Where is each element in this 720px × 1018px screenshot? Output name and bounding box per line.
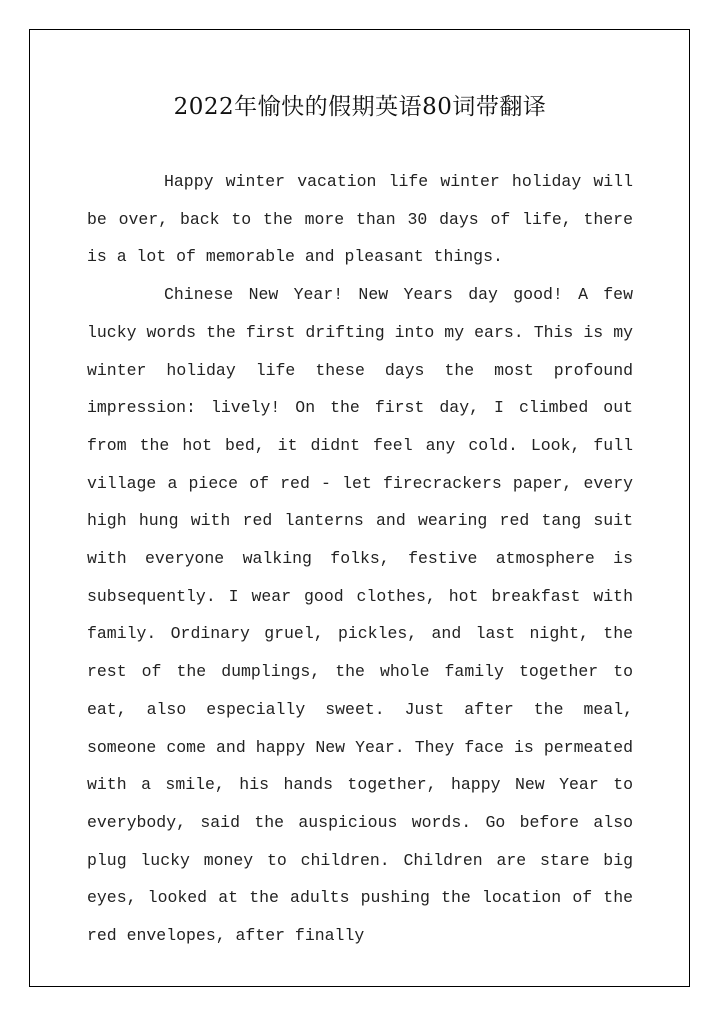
document-body <box>87 163 633 955</box>
document-title: 2022年愉快的假期英语80词带翻译 <box>173 94 547 120</box>
paragraph-2: Chinese New Year! New Years day good! A few lucky words the first drifting into my ears. This is my winter holiday life these days the most profound impression: lively! On the first day, I climbed out from the hot bed, it didnt feel any cold. Look, full village a piece of red - let firecrackers paper, every high hung with red lanterns and wearing red tang suit with everyone walking folks, festive atmosphere is subsequently. I wear good clothes, hot breakfast with family. Ordinary gruel, pickles, and last night, the rest of the dumplings, the whole family together to eat, also especially sweet. Just after the meal, someone come and happy New Year. They face is permeated with a smile, his hands together, happy New Year to everybody, said the auspicious words. Go before also plug lucky money to children. Children are stare big eyes, looked at the adults pushing the location of the red envelopes, after finally <box>87 285 633 946</box>
paragraph-1: Happy winter vacation life winter holiday will be over, back to the more than 30 days of life, there is a lot of memorable and pleasant things. <box>87 172 633 267</box>
